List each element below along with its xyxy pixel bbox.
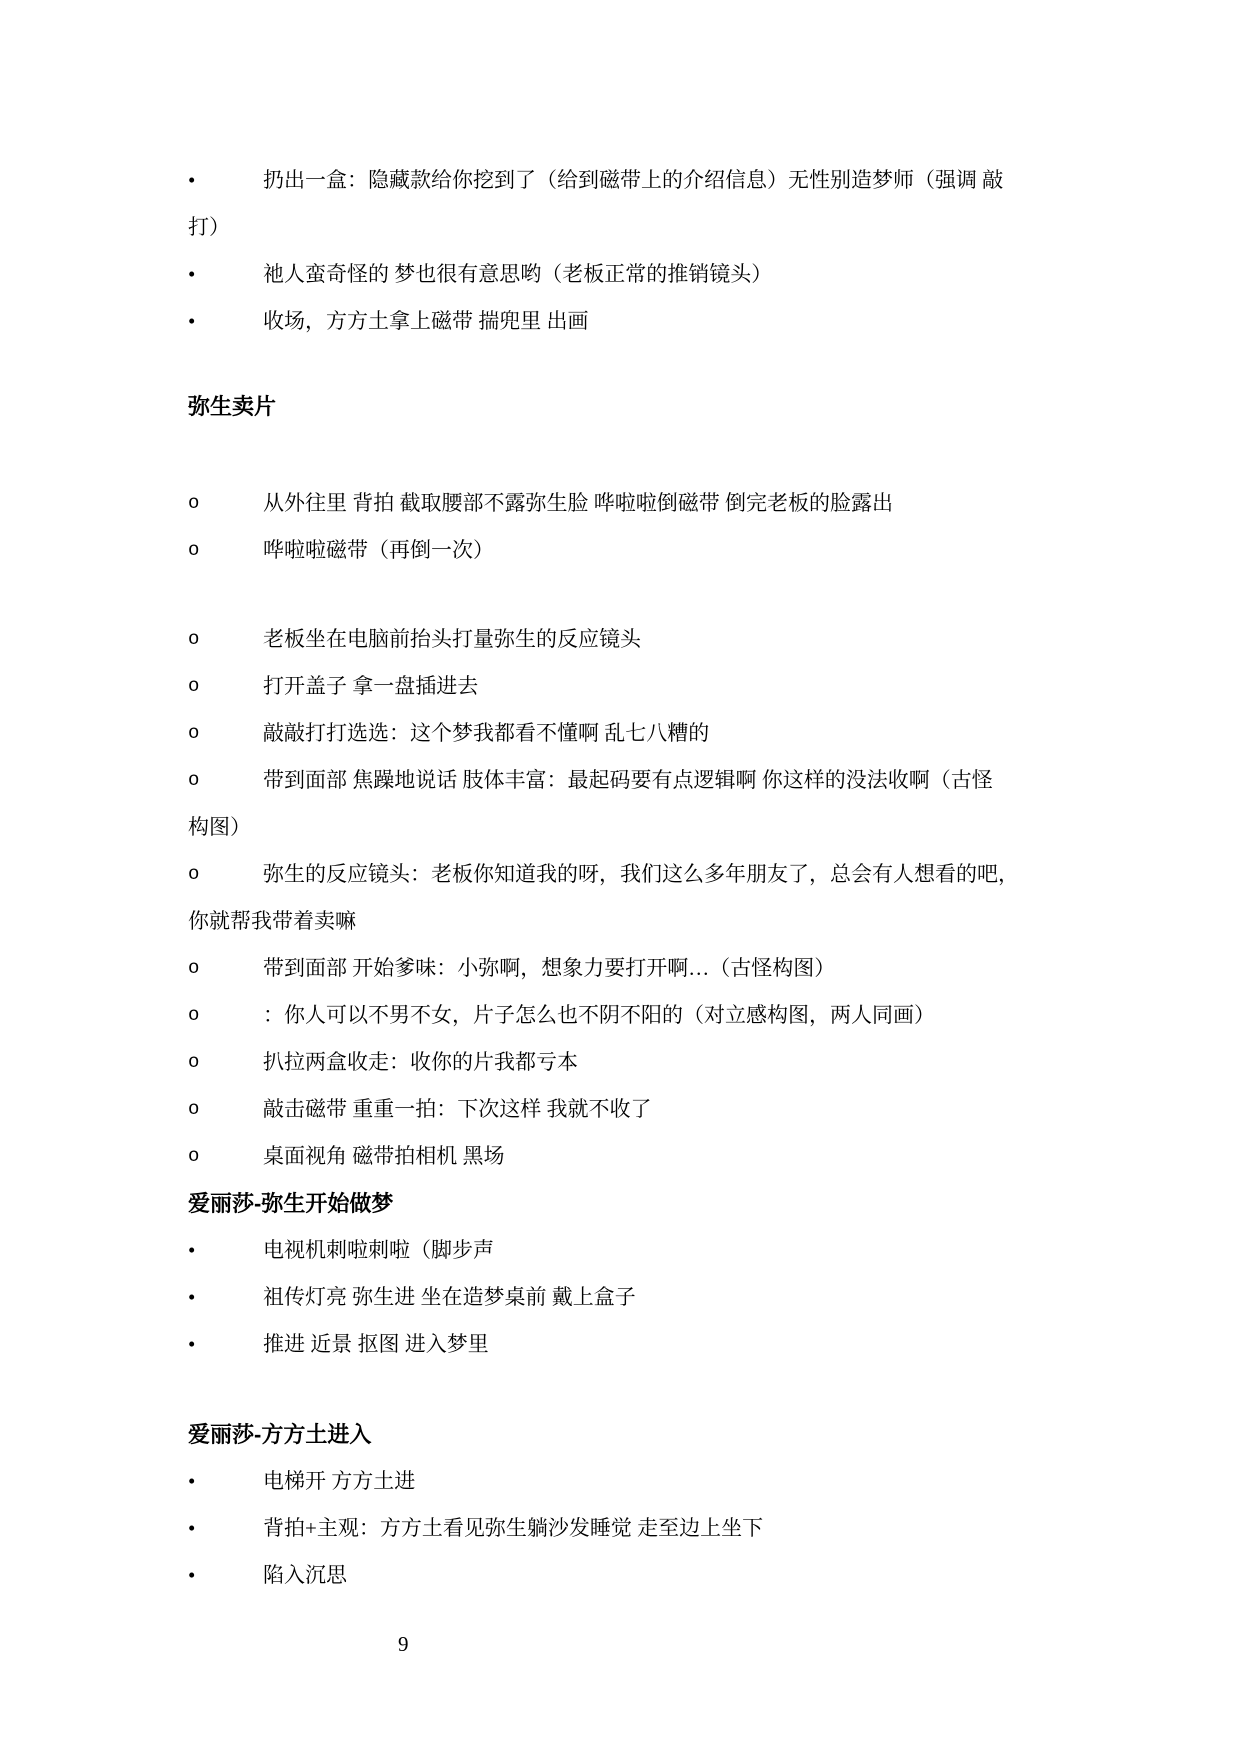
- list-marker-o: o: [188, 628, 200, 650]
- list-item: [188, 851, 1168, 898]
- list-item: [188, 1321, 1168, 1368]
- blank-line-spacer: [188, 574, 1168, 616]
- list-marker-bullet: •: [188, 1238, 196, 1262]
- section-heading: 弥生卖片: [188, 394, 277, 419]
- list-item: [188, 992, 1168, 1039]
- list-item-text: 祂人蛮奇怪的 梦也很有意思哟（老板正常的推销镜头）: [263, 262, 773, 286]
- list-marker-bullet: •: [188, 262, 196, 286]
- list-marker-o: o: [188, 539, 200, 561]
- blank-line-spacer: [188, 430, 1168, 480]
- page-number: 9: [398, 1632, 409, 1656]
- list-marker-bullet: •: [188, 1285, 196, 1309]
- list-item-continuation: 构图）: [188, 815, 251, 839]
- section-heading: 爱丽莎-方方土进入: [188, 1422, 372, 1447]
- list-item-text: 带到面部 焦躁地说话 肢体丰富：最起码要有点逻辑啊 你这样的没法收啊（古怪: [263, 768, 993, 792]
- list-item: [188, 1133, 1168, 1180]
- list-marker-bullet: •: [188, 1516, 196, 1540]
- list-item: [188, 1505, 1168, 1552]
- list-marker-o: o: [188, 492, 200, 514]
- list-marker-bullet: •: [188, 1469, 196, 1493]
- list-item: [188, 298, 1168, 345]
- list-marker-bullet: •: [188, 1332, 196, 1356]
- list-item: [188, 1086, 1168, 1133]
- list-item-text: 收场，方方土拿上磁带 揣兜里 出画: [263, 309, 589, 333]
- list-item-text: 扔出一盒：隐藏款给你挖到了（给到磁带上的介绍信息）无性别造梦师（强调 敲: [263, 168, 1004, 192]
- list-item-text: 敲敲打打选选：这个梦我都看不懂啊 乱七八糟的: [263, 721, 710, 745]
- list-item: [188, 945, 1168, 992]
- list-item-text: 扒拉两盒收走：收你的片我都亏本: [263, 1050, 578, 1074]
- list-marker-o: o: [188, 957, 200, 979]
- list-item: [188, 1552, 1168, 1599]
- list-item-text: 打开盖子 拿一盘插进去: [263, 674, 479, 698]
- list-item: [188, 1039, 1168, 1086]
- list-item: [188, 1458, 1168, 1505]
- list-item: [188, 527, 1168, 574]
- list-marker-bullet: •: [188, 1563, 196, 1587]
- list-marker-bullet: •: [188, 168, 196, 192]
- list-item-text: 桌面视角 磁带拍相机 黑场: [263, 1144, 505, 1168]
- blank-line-spacer: [188, 345, 1168, 383]
- list-item-text: 从外往里 背拍 截取腰部不露弥生脸 哗啦啦倒磁带 倒完老板的脸露出: [263, 491, 893, 515]
- list-item: [188, 757, 1168, 804]
- list-marker-o: o: [188, 1145, 200, 1167]
- list-item-continuation: 你就帮我带着卖嘛: [188, 909, 356, 933]
- document-content: [188, 157, 1168, 1599]
- list-item: [188, 1274, 1168, 1321]
- list-item-text: 推进 近景 抠图 进入梦里: [263, 1332, 489, 1356]
- section-heading: 爱丽莎-弥生开始做梦: [188, 1191, 394, 1216]
- list-marker-o: o: [188, 769, 200, 791]
- list-item-continuation: 打）: [188, 215, 230, 239]
- list-item-text: 带到面部 开始爹味：小弥啊，想象力要打开啊…（古怪构图）: [263, 956, 836, 980]
- list-item-text: 老板坐在电脑前抬头打量弥生的反应镜头: [263, 627, 641, 651]
- list-item: [188, 663, 1168, 710]
- blank-line-spacer: [188, 1368, 1168, 1411]
- list-item: [188, 1227, 1168, 1274]
- list-marker-o: o: [188, 675, 200, 697]
- list-item: [188, 157, 1168, 204]
- list-item: [188, 480, 1168, 527]
- list-item-text: 电视机刺啦刺啦（脚步声: [263, 1238, 494, 1262]
- list-item-text: 弥生的反应镜头：老板你知道我的呀，我们这么多年朋友了，总会有人想看的吧，: [263, 862, 1019, 886]
- list-item: [188, 616, 1168, 663]
- list-item-text: 陷入沉思: [263, 1563, 347, 1587]
- list-item-text: 电梯开 方方土进: [263, 1469, 416, 1493]
- list-item-text: 祖传灯亮 弥生进 坐在造梦桌前 戴上盒子: [263, 1285, 636, 1309]
- list-item: [188, 710, 1168, 757]
- list-marker-o: o: [188, 1051, 200, 1073]
- list-marker-bullet: •: [188, 309, 196, 333]
- list-item-text: 哗啦啦磁带（再倒一次）: [263, 538, 494, 562]
- list-marker-o: o: [188, 722, 200, 744]
- page-footer: [398, 1621, 409, 1668]
- list-item-text: ：你人可以不男不女，片子怎么也不阴不阳的（对立感构图，两人同画）: [263, 1003, 935, 1027]
- list-item-text: 敲击磁带 重重一拍：下次这样 我就不收了: [263, 1097, 652, 1121]
- list-marker-o: o: [188, 863, 200, 885]
- list-item-text: 背拍+主观：方方土看见弥生躺沙发睡觉 走至边上坐下: [263, 1516, 764, 1540]
- list-marker-o: o: [188, 1004, 200, 1026]
- list-marker-o: o: [188, 1098, 200, 1120]
- list-item: [188, 251, 1168, 298]
